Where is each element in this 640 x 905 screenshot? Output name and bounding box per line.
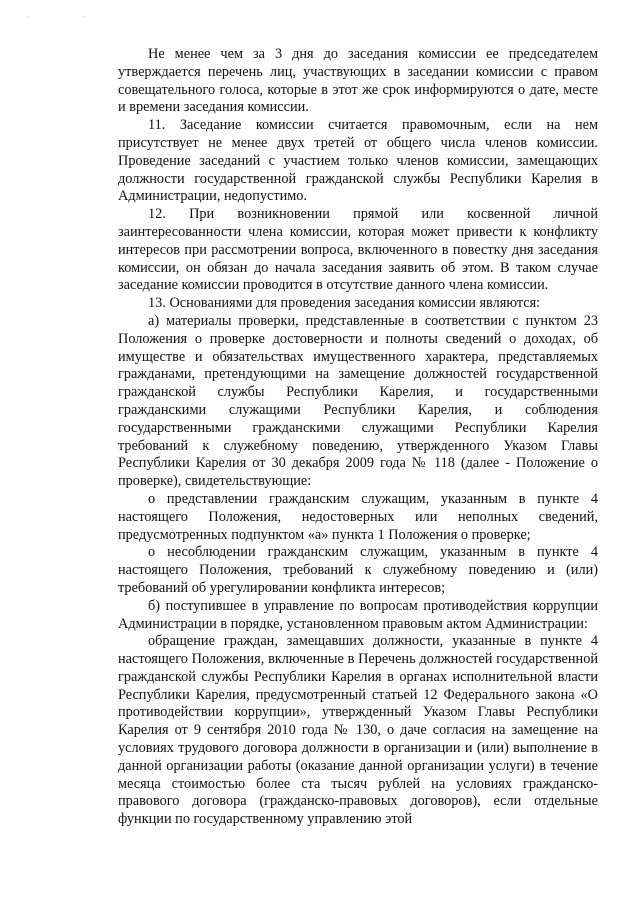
scan-marks: · · — [27, 14, 111, 21]
paragraph-13-grounds: 13. Основаниями для проведения заседания комиссии являются: — [148, 295, 541, 312]
paragraph-12-conflict: 12. При возникновении прямой или косвенной личной заинтересованности члена комиссии, которая может привести к конфликту интересов при рассмотрении вопроса, включенного в повестку дня заседания комиссии, он обязан до начала заседания заявить об этом. В таком случае заседание комиссии проводится в отсутствие данного члена комиссии. — [118, 206, 598, 294]
paragraph-11-quorum: 11. Заседание комиссии считается правомочным, если на нем присутствует не менее двух третей от общего числа членов комиссии. Проведение заседаний с участием только членов комиссии, замещающих должности государственной гражданской службы Республики Карелия в Администрации, недопустимо. — [118, 117, 598, 205]
paragraph-13a-materials: а) материалы проверки, представленные в соответствии с пунктом 23 Положения о проверке достоверности и полноты сведений о доходах, об имуществе и обязательствах имущественного характера, представляемых гражданами, претендующими на замещение должностей государственной гражданской службы Республики Карелия, и государственными гражданскими служащими Республики Карелия, и соблюдения государственными гражданскими служащими Республики Карелия требований к служебному поведению, утвержденного Указом Главы Республики Карелия от 30 декабря 2009 года № 118 (далее - Положение о проверке), свидетельствующие: — [118, 312, 598, 490]
paragraph-meeting-notice: Не менее чем за 3 дня до заседания комиссии ее председателем утверждается перечень лиц, участвующих в заседании комиссии с правом совещательного голоса, которые в этот же срок информируются о дате, месте и времени заседания комиссии. — [118, 46, 598, 116]
paragraph-citizen-appeal: обращение граждан, замещавших должности, указанные в пункте 4 настоящего Положения, включенные в Перечень должностей государственной гражданской службы Республики Карелия в органах исполнительной власти Республики Карелия, предусмотренный статьей 12 Федерального закона «О противодействии коррупции», утвержденный Указом Главы Республики Карелия от 9 сентября 2010 года № 130, о даче согласия на замещение на условиях трудового договора должности в организации и (или) выполнение в данной организации работы (оказание данной организации услуги) в течение месяца стоимостью более ста тысяч рублей на условиях гражданско-правового договора (гражданско-правовых договоров), если отдельные функции по государственному управлению этой — [118, 633, 598, 828]
paragraph-noncompliance: о несоблюдении гражданским служащим, указанным в пункте 4 настоящего Положения, требований к служебному поведению и (или) требований об урегулировании конфликта интересов; — [118, 544, 598, 596]
document-body — [118, 46, 598, 829]
paragraph-13b-received: б) поступившее в управление по вопросам противодействия коррупции Администрации в порядке, установленном правовым актом Администрации: — [118, 597, 598, 632]
paragraph-inaccurate-info: о представлении гражданским служащим, указанным в пункте 4 настоящего Положения, недостоверных или неполных сведений, предусмотренных подпунктом «а» пункта 1 Положения о проверке; — [118, 490, 598, 543]
